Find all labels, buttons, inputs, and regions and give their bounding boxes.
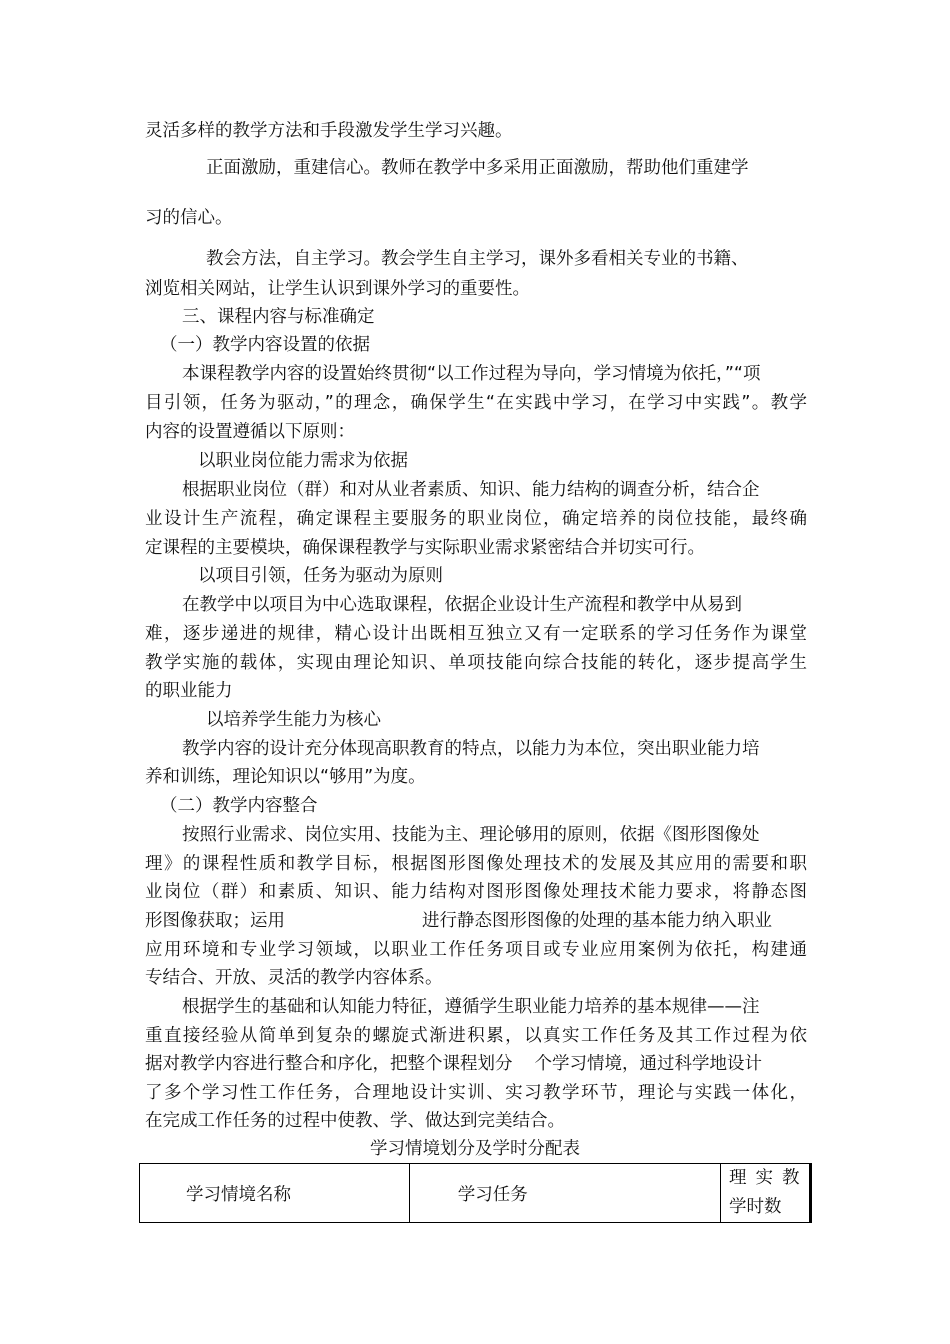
schedule-table — [139, 1163, 812, 1223]
header-cell-task: 学习任务 — [409, 1164, 720, 1223]
header-cell-hours-line2: 学时数 — [729, 1197, 782, 1217]
paragraph-line: 业设计生产流程，确定课程主要服务的职业岗位，确定培养的岗位技能，最终确 — [145, 509, 807, 529]
text-fragment: 个学习情境，通过科学地设计 — [534, 1054, 762, 1074]
paragraph-line: 教学实施的载体，实现由理论知识、单项技能向综合技能的转化，逐步提高学生 — [145, 653, 807, 673]
paragraph-line: 灵活多样的教学方法和手段激发学生学习兴趣。 — [145, 121, 513, 141]
paragraph-line: 难，逐步递进的规律，精心设计出既相互独立又有一定联系的学习任务作为课堂 — [145, 624, 807, 644]
paragraph-line: 浏览相关网站，让学生认识到课外学习的重要性。 — [145, 279, 530, 299]
paragraph-line: 根据学生的基础和认知能力特征，遵循学生职业能力培养的基本规律——注 — [182, 997, 760, 1017]
paragraph-line: 内容的设置遵循以下原则： — [145, 422, 355, 442]
paragraph-line: 教学内容的设计充分体现高职教育的特点，以能力为本位，突出职业能力培 — [182, 739, 760, 759]
paragraph-line — [145, 910, 772, 932]
paragraph-line: 专结合、开放、灵活的教学内容体系。 — [145, 968, 443, 988]
header-cell-hours — [721, 1164, 811, 1223]
subsection-heading: （二）教学内容整合 — [160, 796, 318, 816]
text-fragment: 据对教学内容进行整合和序化，把整个课程划分 — [145, 1054, 513, 1074]
section-heading: 三、课程内容与标准确定 — [182, 307, 375, 327]
paragraph-line: 正面激励，重建信心。教师在教学中多采用正面激励，帮助他们重建学 — [206, 158, 749, 178]
paragraph-line: 重直接经验从简单到复杂的螺旋式渐进积累，以真实工作任务及其工作过程为依 — [145, 1026, 807, 1046]
paragraph-line: 习的信心。 — [145, 208, 233, 228]
paragraph-line: 业岗位（群）和素质、知识、能力结构对图形图像处理技术能力要求，将静态图 — [145, 882, 807, 902]
principle-heading: 以培养学生能力为核心 — [206, 710, 381, 730]
paragraph-line: 教会方法，自主学习。教会学生自主学习，课外多看相关专业的书籍、 — [206, 249, 749, 269]
header-cell-situation: 学习情境名称 — [140, 1164, 410, 1223]
paragraph-line: 按照行业需求、岗位实用、技能为主、理论够用的原则，依据《图形图像处 — [182, 825, 760, 845]
paragraph-line: 养和训练，理论知识以“够用”为度。 — [145, 767, 426, 787]
paragraph-line: 在教学中以项目为中心选取课程，依据企业设计生产流程和教学中从易到 — [182, 595, 742, 615]
subsection-heading: （一）教学内容设置的依据 — [160, 335, 370, 355]
text-fragment: 形图像获取；运用 — [145, 911, 285, 931]
paragraph-line: 根据职业岗位（群）和对从业者素质、知识、能力结构的调查分析，结合企 — [182, 480, 760, 500]
paragraph-line: 定课程的主要模块，确保课程教学与实际职业需求紧密结合并切实可行。 — [145, 538, 705, 558]
paragraph-line: 理》的课程性质和教学目标，根据图形图像处理技术的发展及其应用的需要和职 — [145, 854, 807, 874]
paragraph-line: 应用环境和专业学习领域，以职业工作任务项目或专业应用案例为依托，构建通 — [145, 940, 807, 960]
principle-heading: 以项目引领，任务为驱动为原则 — [198, 566, 443, 586]
text-fragment: 进行静态图形图像的处理的基本能力纳入职业 — [422, 911, 772, 931]
principle-heading: 以职业岗位能力需求为依据 — [198, 451, 408, 471]
paragraph-line: 的职业能力 — [145, 681, 233, 701]
paragraph-line: 本课程教学内容的设置始终贯彻“以工作过程为导向，学习情境为依托，”“项 — [182, 364, 761, 384]
header-cell-hours-line1: 理实教 — [729, 1168, 809, 1188]
paragraph-line: 目引领，任务为驱动，”的理念，确保学生“在实践中学习，在学习中实践”。教学 — [145, 393, 807, 413]
paragraph-line: 在完成工作任务的过程中使教、学、做达到完美结合。 — [145, 1111, 565, 1131]
table-caption: 学习情境划分及学时分配表 — [370, 1139, 580, 1159]
paragraph-line: 了多个学习性工作任务，合理地设计实训、实习教学环节，理论与实践一体化， — [145, 1083, 807, 1103]
table-header-row — [140, 1164, 811, 1223]
paragraph-line — [145, 1053, 762, 1075]
